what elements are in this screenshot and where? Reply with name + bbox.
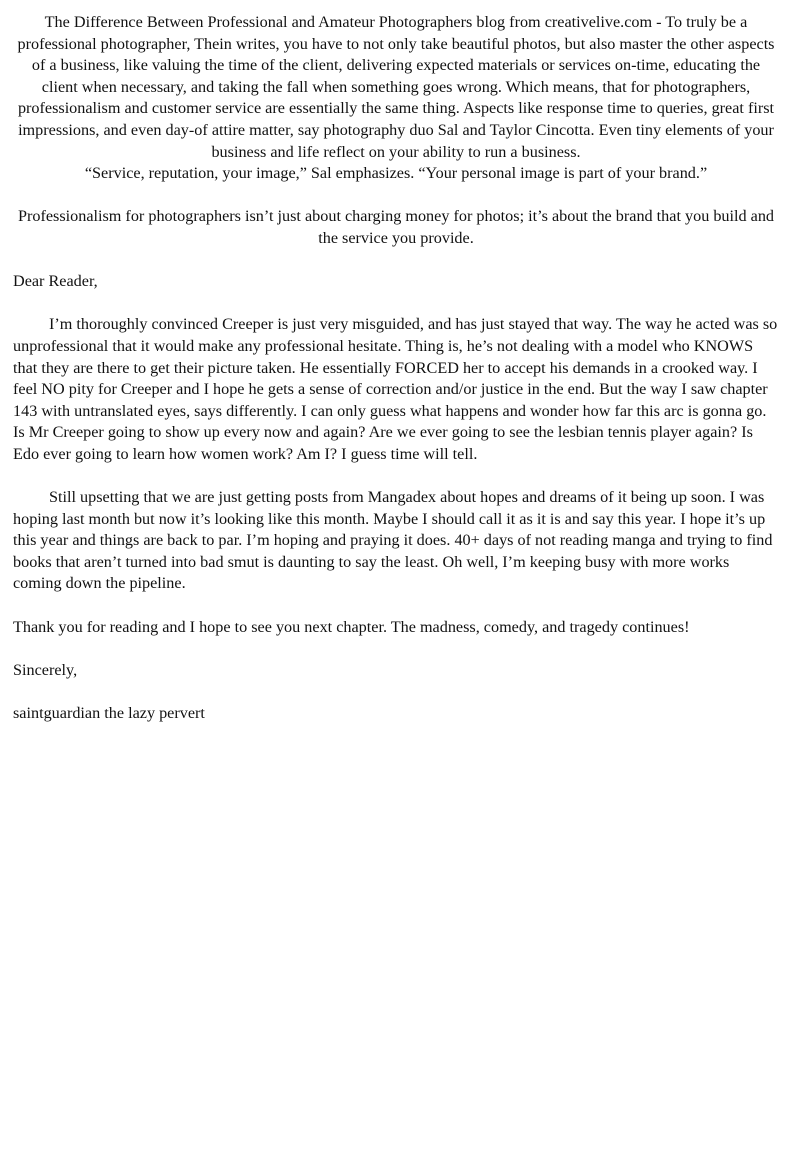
spacer bbox=[13, 293, 779, 315]
spacer bbox=[13, 185, 779, 207]
intro-quote: “Service, reputation, your image,” Sal emphasizes. “Your personal image is part of your brand.” bbox=[84, 164, 708, 183]
spacer bbox=[13, 638, 779, 660]
letter-salutation: Dear Reader, bbox=[13, 272, 98, 291]
letter-paragraph-2: Still upsetting that we are just getting posts from Mangadex about hopes and dreams of it being up soon. I was hoping last month but now it’s looking like this month. Maybe I should call it as it is and say this year. I hope it’s up this year and things are back to par. I’m hoping and praying it does. 40+ days of not reading manga and trying to find books that aren’t turned into bad smut is daunting to say the least. Oh well, I’m keeping busy with more works coming down the pipeline. bbox=[13, 488, 773, 593]
intro-paragraph: The Difference Between Professional and Amateur Photographers blog from creativelive.com - To truly be a professional photographer, Thein writes, you have to not only take beautiful photos, but also master the other aspects of a business, like valuing the time of the client, delivering expected materials or services on-time, educating the client when necessary, and taking the fall when something goes wrong. Which means, that for photographers, professionalism and customer service are essentially the same thing. Aspects like response time to queries, great first impressions, and even day-of attire matter, say photography duo Sal and Taylor Cincotta. Even tiny elements of your business and life reflect on your ability to run a business. bbox=[17, 13, 775, 161]
spacer bbox=[13, 681, 779, 703]
spacer bbox=[13, 465, 779, 487]
document-page bbox=[13, 12, 779, 725]
letter-signoff: Sincerely, bbox=[13, 660, 78, 679]
spacer bbox=[13, 595, 779, 617]
letter-paragraph-1: I’m thoroughly convinced Creeper is just very misguided, and has just stayed that way. The way he acted was so unprofessional that it would make any professional hesitate. Thing is, he’s not dealing with a model who KNOWS that they are there to get their picture taken. He essentially FORCED her to accept his demands in a crooked way. I feel NO pity for Creeper and I hope he gets a sense of correction and/or justice in the end. But the way I saw chapter 143 with untranslated eyes, says differently. I can only guess what happens and wonder how far this arc is gonna go. Is Mr Creeper going to show up every now and again? Are we ever going to see the lesbian tennis player again? Is Edo ever going to learn how women work? Am I? I guess time will tell. bbox=[13, 315, 778, 463]
intro-closing: Professionalism for photographers isn’t just about charging money for photos; it’s about the brand that you build and the service you provide. bbox=[17, 207, 775, 247]
letter-thanks: Thank you for reading and I hope to see you next chapter. The madness, comedy, and tragedy continues! bbox=[13, 617, 690, 636]
letter-signature: saintguardian the lazy pervert bbox=[13, 704, 205, 722]
spacer bbox=[13, 250, 779, 272]
